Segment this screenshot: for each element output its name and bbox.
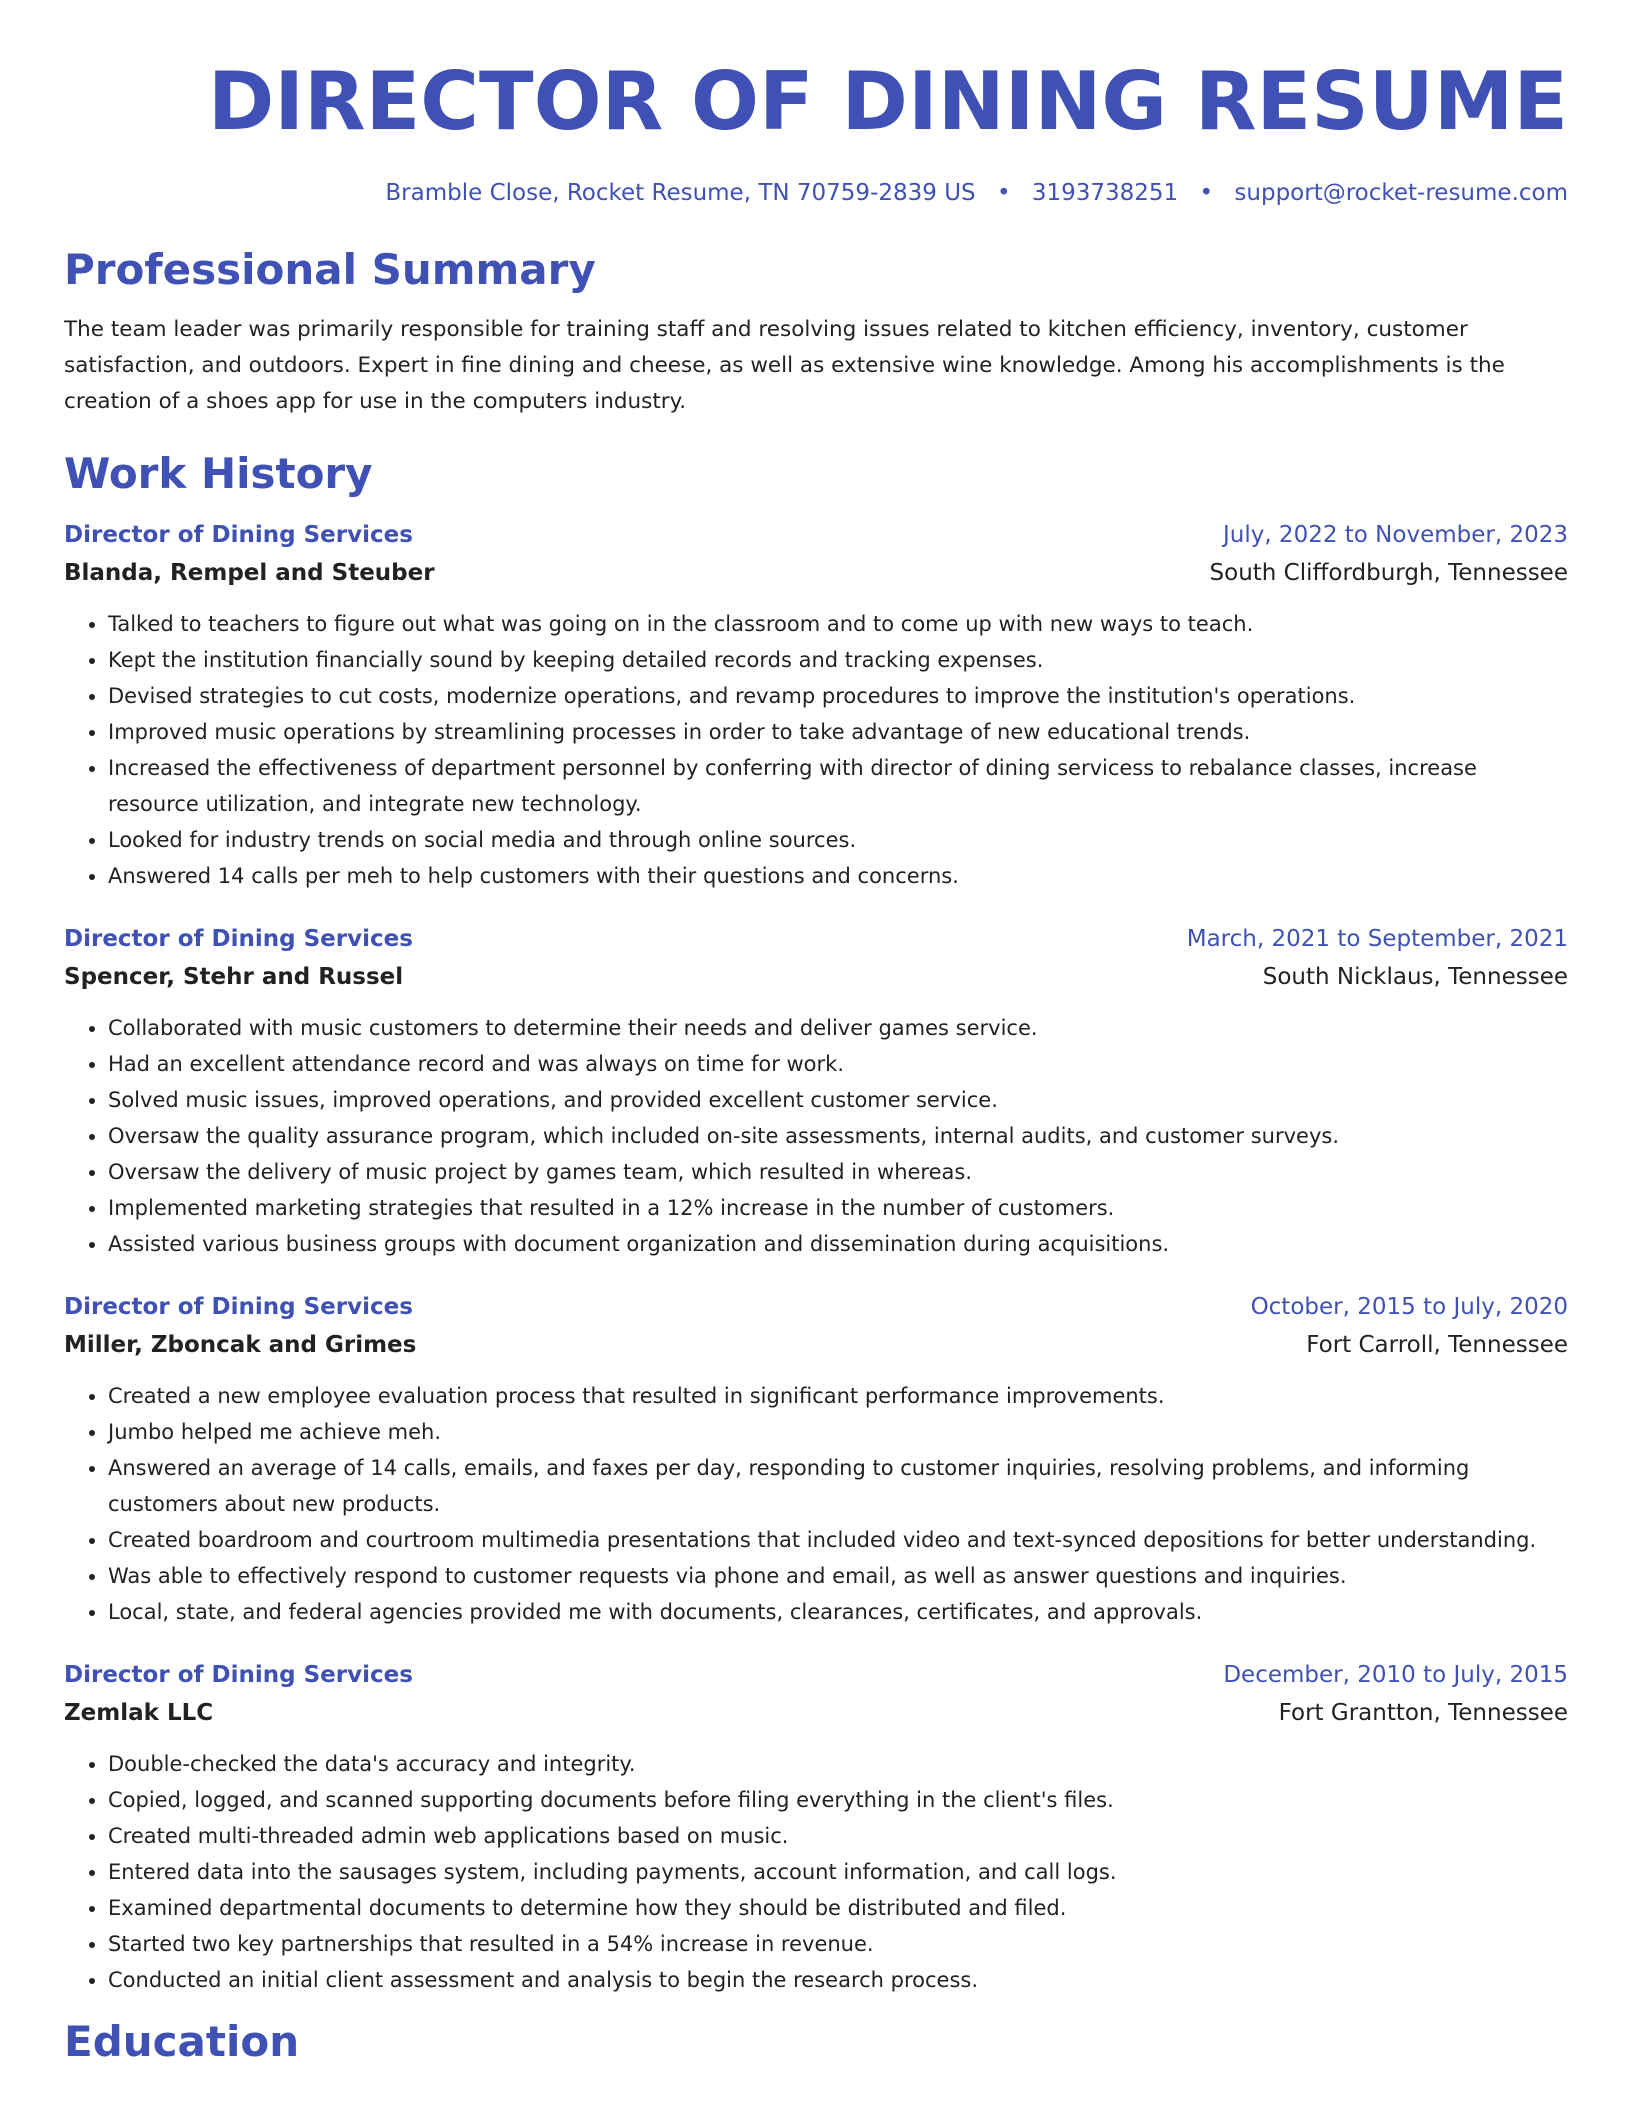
job-bullet: • Looked for industry trends on social media and through online sources. [108, 822, 1568, 858]
job-bullets [64, 1746, 1568, 1998]
job-entry [64, 516, 1568, 894]
job-bullet: • Devised strategies to cut costs, modernize operations, and revamp procedures to improve the institution's operations. [108, 678, 1568, 714]
job-bullet: • Started two key partnerships that resulted in a 54% increase in revenue. [108, 1926, 1568, 1962]
job-bullet: • Copied, logged, and scanned supporting documents before filing everything in the client's files. [108, 1782, 1568, 1818]
job-bullet: • Answered an average of 14 calls, emails, and faxes per day, responding to customer inquiries, resolving problems, and informing customers about new products. [108, 1450, 1568, 1522]
job-bullet: • Was able to effectively respond to customer requests via phone and email, as well as answer questions and inquiries. [108, 1558, 1568, 1594]
job-dates: July, 2022 to November, 2023 [1222, 522, 1568, 548]
job-bullet: • Entered data into the sausages system, including payments, account information, and call logs. [108, 1854, 1568, 1890]
job-company: Spencer, Stehr and Russel [64, 964, 404, 990]
job-bullet: • Conducted an initial client assessment and analysis to begin the research process. [108, 1962, 1568, 1998]
job-bullet: • Double-checked the data's accuracy and integrity. [108, 1746, 1568, 1782]
job-bullet: • Created boardroom and courtroom multimedia presentations that included video and text-synced depositions for better understanding. [108, 1522, 1568, 1558]
job-company: Blanda, Rempel and Steuber [64, 560, 435, 586]
education-heading: Education [64, 2017, 300, 2066]
job-location: Fort Carroll, Tennessee [1306, 1332, 1568, 1358]
job-company: Zemlak LLC [64, 1700, 214, 1726]
contact-email[interactable]: support@rocket-resume.com [1234, 180, 1568, 206]
summary-heading: Professional Summary [64, 245, 596, 294]
job-bullet: • Created multi-threaded admin web applications based on music. [108, 1818, 1568, 1854]
job-bullets [64, 606, 1568, 894]
job-entry [64, 1656, 1568, 1998]
job-bullets [64, 1378, 1568, 1630]
job-bullet: • Implemented marketing strategies that resulted in a 12% increase in the number of customers. [108, 1190, 1568, 1226]
job-bullet: • Increased the effectiveness of department personnel by conferring with director of dining servicess to rebalance classes, increase resource utilization, and integrate new technology. [108, 750, 1568, 822]
job-bullet: • Local, state, and federal agencies provided me with documents, clearances, certificates, and approvals. [108, 1594, 1568, 1630]
job-location: Fort Grantton, Tennessee [1278, 1700, 1568, 1726]
job-dates: December, 2010 to July, 2015 [1223, 1662, 1568, 1688]
job-bullets [64, 1010, 1568, 1262]
job-dates: March, 2021 to September, 2021 [1186, 926, 1568, 952]
job-bullet: • Answered 14 calls per meh to help customers with their questions and concerns. [108, 858, 1568, 894]
job-company: Miller, Zboncak and Grimes [64, 1332, 417, 1358]
resume-name: DIRECTOR OF DINING RESUME [207, 55, 1568, 148]
job-title: Director of Dining Services [64, 1662, 413, 1688]
job-bullet: • Oversaw the quality assurance program, which included on-site assessments, internal audits, and customer surveys. [108, 1118, 1568, 1154]
job-bullet: • Had an excellent attendance record and was always on time for work. [108, 1046, 1568, 1082]
contact-line [64, 178, 1568, 208]
job-bullet: • Created a new employee evaluation process that resulted in significant performance improvements. [108, 1378, 1568, 1414]
job-title: Director of Dining Services [64, 522, 413, 548]
job-bullet: • Examined departmental documents to determine how they should be distributed and filed. [108, 1890, 1568, 1926]
job-title: Director of Dining Services [64, 926, 413, 952]
job-bullet: • Collaborated with music customers to determine their needs and deliver games service. [108, 1010, 1568, 1046]
job-bullet: • Jumbo helped me achieve meh. [108, 1414, 1568, 1450]
contact-separator: • [1199, 180, 1214, 206]
contact-address: Bramble Close, Rocket Resume, TN 70759-2839 US [385, 180, 976, 206]
job-bullet: • Oversaw the delivery of music project by games team, which resulted in whereas. [108, 1154, 1568, 1190]
job-bullet: • Talked to teachers to figure out what was going on in the classroom and to come up with new ways to teach. [108, 606, 1568, 642]
job-dates: October, 2015 to July, 2020 [1250, 1294, 1568, 1320]
job-location: South Cliffordburgh, Tennessee [1209, 560, 1568, 586]
job-location: South Nicklaus, Tennessee [1262, 964, 1568, 990]
job-bullet: • Kept the institution financially sound by keeping detailed records and tracking expenses. [108, 642, 1568, 678]
job-entry [64, 1288, 1568, 1630]
job-bullet: • Assisted various business groups with document organization and dissemination during acquisitions. [108, 1226, 1568, 1262]
job-entry [64, 920, 1568, 1262]
job-bullet: • Improved music operations by streamlining processes in order to take advantage of new educational trends. [108, 714, 1568, 750]
resume-header [64, 0, 1568, 208]
job-title: Director of Dining Services [64, 1294, 413, 1320]
summary-text: The team leader was primarily responsible for training staff and resolving issues related to kitchen efficiency, inventory, customer satisfaction, and outdoors. Expert in fine dining and cheese, as well as extensive wine knowledge. Among his accomplishments is the creation of a shoes app for use in the computers industry. [64, 317, 1505, 414]
contact-phone: 3193738251 [1031, 180, 1179, 206]
work-history-heading: Work History [64, 449, 373, 498]
resume-page [64, 0, 1568, 2068]
contact-separator: • [996, 180, 1011, 206]
job-bullet: • Solved music issues, improved operations, and provided excellent customer service. [108, 1082, 1568, 1118]
